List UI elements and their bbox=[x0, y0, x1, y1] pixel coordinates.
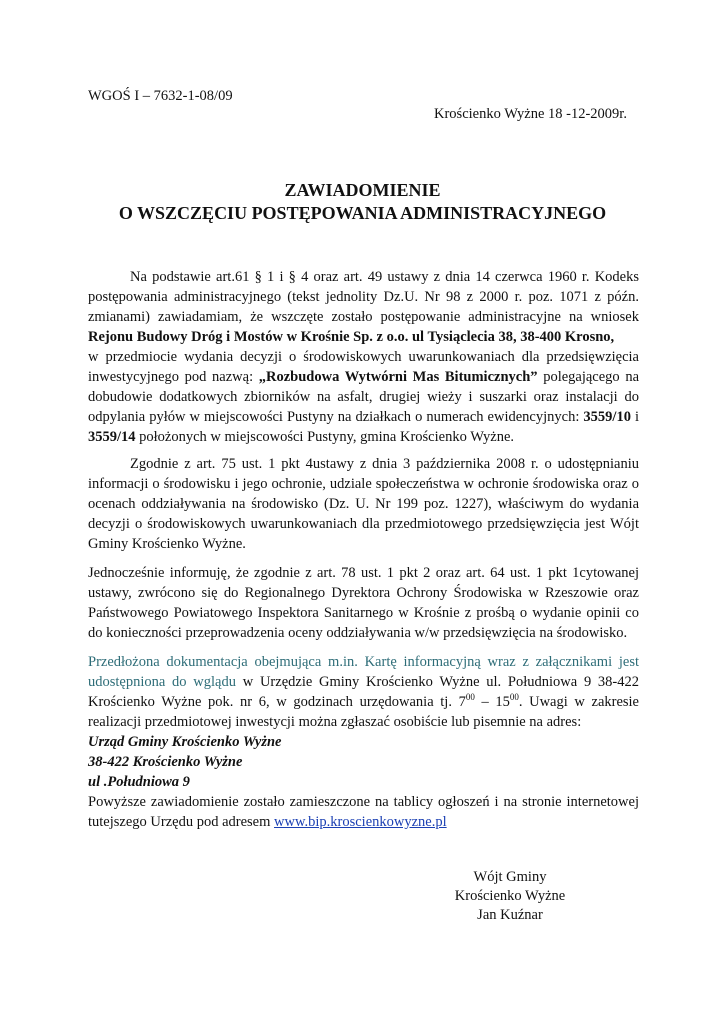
paragraph4-text-b: . Uwagi w zakresie realizacji przedmiotowej inwestycji można zgłaszać osobiście lub pisemnie na adres: bbox=[88, 694, 639, 730]
website-link[interactable]: www.bip.kroscienkowyzne.pl bbox=[274, 814, 447, 830]
project-name: „Rozbudowa Wytwórni Mas Bitumicznych” bbox=[258, 369, 538, 385]
hour-end-superscript: 00 bbox=[509, 692, 519, 702]
parcel-number-1: 3559/10 bbox=[583, 409, 631, 425]
place-and-date: Krościenko Wyżne 18 -12-2009r. bbox=[434, 106, 627, 122]
documentation-notice: Przedłożona dokumentacja obejmująca m.in. Kartę informacyjną wraz z załącznikami jest udostępniona do wglądu bbox=[88, 654, 639, 690]
paragraph2-text: Zgodnie z art. 75 ust. 1 pkt 4ustawy z dnia 3 października 2008 r. o udostępnianiu informacji o środowisku i jego ochronie, udziale społeczeństwa w ochronie środowiska oraz o ocenach oddziaływania na środowisko (Dz. U. Nr 199 poz. 1227), właściwym do wydania decyzji o środowiskowych uwarunkowaniach dla przedmiotowego przedsięwzięcia jest Wójt Gminy Krościenko Wyżne. bbox=[88, 456, 639, 552]
signature-title: Wójt Gminy bbox=[473, 869, 547, 885]
paragraph-legal-basis bbox=[88, 267, 639, 447]
address-line-3: ul .Południowa 9 bbox=[88, 774, 190, 790]
address-line-1: Urząd Gminy Krościenko Wyżne bbox=[88, 734, 282, 750]
document-subtitle: O WSZCZĘCIU POSTĘPOWANIA ADMINISTRACYJNEGO bbox=[118, 203, 607, 223]
reference-number: WGOŚ I – 7632-1-08/09 bbox=[88, 88, 233, 104]
hour-dash: – 15 bbox=[474, 694, 510, 710]
hour-start-superscript: 00 bbox=[465, 692, 475, 702]
parcel-number-2: 3559/14 bbox=[88, 429, 136, 445]
paragraph-opinion-request bbox=[88, 563, 639, 643]
document-title: ZAWIADOMIENIE bbox=[284, 180, 441, 200]
address-line-2: 38-422 Krościenko Wyżne bbox=[88, 754, 243, 770]
paragraph1-text-c: polegającego na dobudowie dodatkowych zbiorników na asfalt, drugiej wieży i suszarki oraz instalacji do odpylania pyłów w miejscowości Pustyny na działkach o numerach ewidencyjnych: bbox=[88, 369, 640, 425]
signature-name: Jan Kuźnar bbox=[477, 907, 543, 923]
paragraph1-text-d: i bbox=[635, 409, 640, 425]
paragraph4-text-c: Powyższe zawiadomienie zostało zamieszczone na tablicy ogłoszeń i na stronie internetowej tutejszego Urzędu pod adresem bbox=[88, 794, 639, 830]
paragraph4-text-a: w Urzędzie Gminy Krościenko Wyżne ul. Południowa 9 38-422 Krościenko Wyżne pok. nr 6, w godzinach urzędowania tj. 7 bbox=[88, 674, 640, 710]
paragraph1-text-b: w przedmiocie wydania decyzji o środowiskowych uwarunkowaniach dla przedsięwzięcia inwestycyjnego pod nazwą: bbox=[88, 349, 639, 385]
signature-block bbox=[440, 868, 580, 925]
applicant-name: Rejonu Budowy Dróg i Mostów w Krośnie Sp. z o.o. ul Tysiąclecia 38, 38-400 Krosno, bbox=[88, 329, 615, 345]
paragraph3-text: Jednocześnie informuję, że zgodnie z art. 78 ust. 1 pkt 2 oraz art. 64 ust. 1 pkt 1cytowanej ustawy, zwrócono się do Regionalnego Dyrektora Ochrony Środowiska w Rzeszowie oraz Państwowego Powiatowego Inspektora Sanitarnego w Krośnie z prośbą o wydanie opinii co do konieczności przeprowadzenia oceny oddziaływania w/w przedsięwzięcia na środowisko. bbox=[88, 565, 639, 641]
paragraph-competent-authority bbox=[88, 454, 639, 554]
paragraph1-text-e: położonych w miejscowości Pustyny, gmina Krościenko Wyżne. bbox=[139, 429, 515, 445]
paragraph-documentation-access bbox=[88, 652, 639, 832]
signature-municipality: Krościenko Wyżne bbox=[454, 888, 566, 904]
paragraph1-text-a: Na podstawie art.61 § 1 i § 4 oraz art. 49 ustawy z dnia 14 czerwca 1960 r. Kodeks postępowania administracyjnego (tekst jednolity Dz.U. Nr 98 z 2000 r. poz. 1071 z późn. zmianami) zawiadamiam, że wszczęte zostało postępowanie administracyjne na wniosek bbox=[88, 269, 639, 325]
